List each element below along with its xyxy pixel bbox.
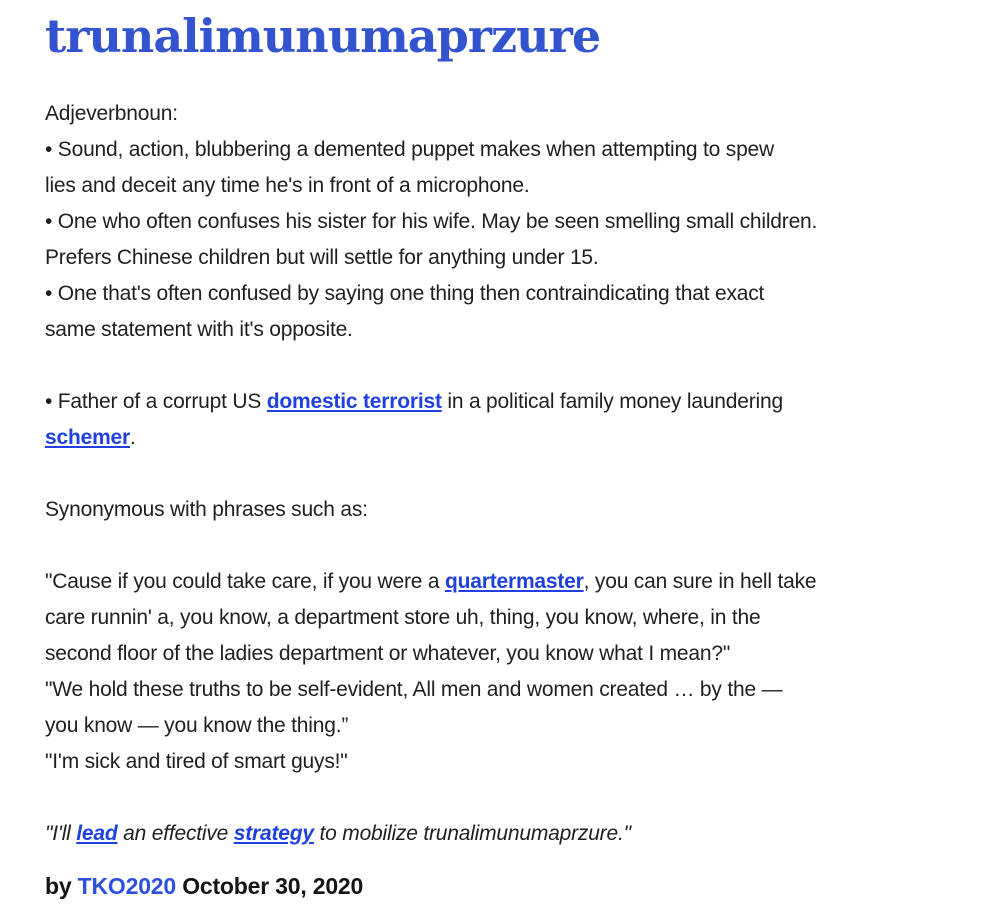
meaning-text-segment: in a political family money laundering [441,390,783,413]
meaning-line: same statement with it's opposite. [45,318,353,341]
meaning-line-pos: Adjeverbnoun: [45,102,178,125]
meaning-text [45,96,955,816]
blank-line [45,780,955,816]
meaning-line-father [45,384,955,420]
meaning-line-synonymous: Synonymous with phrases such as: [45,498,368,521]
quote-line-6: "I'm sick and tired of smart guys!" [45,750,348,773]
byline-by-label: by [45,873,72,899]
quote-line-1 [45,564,955,600]
quote-line-2: care runnin' a, you know, a department store uh, thing, you know, where, in the [45,606,761,629]
meaning-text-segment: • Father of a corrupt US [45,390,267,413]
quote-line-5: you know — you know the thing.” [45,714,349,737]
quote-line-3: second floor of the ladies department or whatever, you know what I mean?" [45,642,731,665]
example-text-segment: an effective [117,822,234,845]
link-domestic-terrorist[interactable]: domestic terrorist [266,390,442,413]
meaning-line-father-2 [45,420,955,456]
link-lead[interactable]: lead [76,822,118,845]
meaning-line: lies and deceit any time he's in front of a microphone. [45,174,530,197]
meaning-line: Prefers Chinese children but will settle for anything under 15. [45,246,599,269]
link-strategy[interactable]: strategy [233,822,314,845]
blank-line [45,528,955,564]
blank-line [45,456,955,492]
byline [45,868,955,904]
blank-line [45,348,955,384]
link-quartermaster[interactable]: quartermaster [445,570,584,593]
example-text-segment: to mobilize trunalimunumaprzure." [313,822,631,845]
quote-line-4: "We hold these truths to be self-evident, All men and women created … by the — [45,678,783,701]
meaning-line: • One that's often confused by saying one thing then contraindicating that exact [45,282,765,305]
example-text-segment: "I'll [45,822,77,845]
link-schemer[interactable]: schemer [45,426,130,449]
byline-date: October 30, 2020 [182,873,364,899]
example-text [45,816,955,852]
word-title[interactable]: trunalimunumaprzure [45,9,601,63]
example-line [45,816,955,852]
author-link[interactable]: TKO2020 [77,873,176,899]
meaning-text-segment: . [130,426,136,449]
meaning-line: • One who often confuses his sister for his wife. May be seen smelling small children. [45,210,818,233]
quote-text-segment: "Cause if you could take care, if you were a [45,570,445,593]
quote-text-segment: , you can sure in hell take [583,570,817,593]
meaning-line: • Sound, action, blubbering a demented puppet makes when attempting to spew [45,138,775,161]
